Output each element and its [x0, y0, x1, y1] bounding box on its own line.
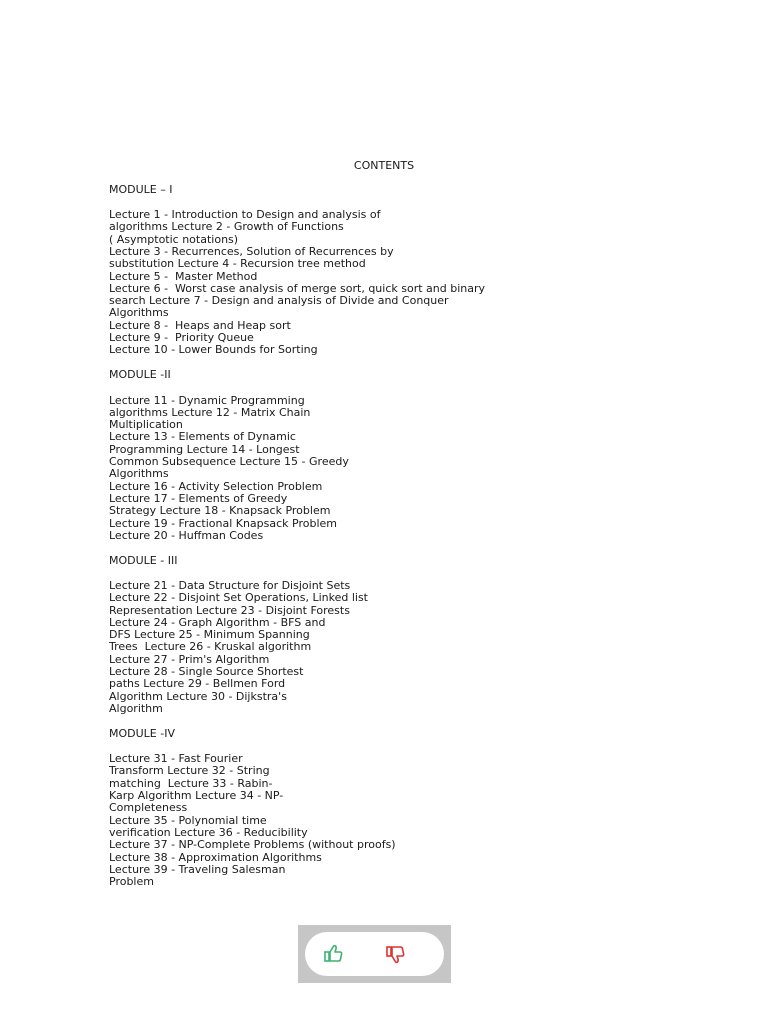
- lecture-line: Lecture 31 - Fast Fourier: [109, 752, 243, 766]
- lecture-line: verification Lecture 36 - Reducibility: [109, 825, 308, 839]
- module-4: [109, 728, 669, 888]
- lecture-line: Lecture 1 - Introduction to Design and analysis of: [109, 208, 381, 222]
- thumbs-down-button[interactable]: [385, 944, 407, 964]
- lecture-line: Lecture 35 - Polynomial time: [109, 813, 267, 827]
- lecture-line: Lecture 11 - Dynamic Programming: [109, 393, 305, 407]
- lecture-line: Karp Algorithm Lecture 34 - NP-: [109, 789, 284, 803]
- lecture-line: Trees Lecture 26 - Kruskal algorithm: [109, 640, 312, 654]
- lecture-line: Multiplication: [109, 418, 183, 432]
- lecture-line: Lecture 13 - Elements of Dynamic: [109, 430, 296, 444]
- lecture-line: Strategy Lecture 18 - Knapsack Problem: [109, 504, 331, 518]
- lecture-line: Transform Lecture 32 - String: [109, 764, 270, 778]
- lecture-line: algorithms Lecture 12 - Matrix Chain: [109, 405, 311, 419]
- lecture-line: ( Asymptotic notations): [109, 232, 239, 246]
- thumbs-down-icon: [385, 944, 407, 964]
- lecture-line: algorithms Lecture 2 - Growth of Functions: [109, 220, 344, 234]
- module-1: [109, 184, 669, 357]
- module-heading: MODULE -IV: [109, 727, 175, 741]
- lecture-line: Lecture 16 - Activity Selection Problem: [109, 479, 323, 493]
- thumbs-up-button[interactable]: [323, 944, 345, 964]
- lecture-line: matching Lecture 33 - Rabin-: [109, 776, 273, 790]
- lecture-line: Lecture 9 - Priority Queue: [109, 331, 254, 345]
- lecture-line: Algorithm Lecture 30 - Dijkstra's: [109, 689, 287, 703]
- lecture-line: search Lecture 7 - Design and analysis of Divide and Conquer: [109, 294, 449, 308]
- contents-body: [109, 184, 669, 901]
- lecture-line: paths Lecture 29 - Bellmen Ford: [109, 677, 286, 691]
- lecture-line: Programming Lecture 14 - Longest: [109, 442, 300, 456]
- lecture-line: Lecture 5 - Master Method: [109, 269, 258, 283]
- lecture-line: Lecture 27 - Prim's Algorithm: [109, 652, 270, 666]
- lecture-line: Lecture 19 - Fractional Knapsack Problem: [109, 516, 338, 530]
- lecture-line: Lecture 10 - Lower Bounds for Sorting: [109, 343, 318, 357]
- lecture-line: Completeness: [109, 801, 188, 815]
- lecture-line: Problem: [109, 875, 154, 889]
- lecture-line: Lecture 3 - Recurrences, Solution of Recurrences by: [109, 244, 394, 258]
- lecture-line: Algorithms: [109, 306, 169, 320]
- lecture-line: Lecture 39 - Traveling Salesman: [109, 862, 286, 876]
- module-heading: MODULE - III: [109, 553, 178, 567]
- lecture-line: DFS Lecture 25 - Minimum Spanning: [109, 628, 310, 642]
- lecture-line: substitution Lecture 4 - Recursion tree method: [109, 257, 366, 271]
- module-heading: MODULE – I: [109, 183, 173, 196]
- thumbs-up-icon: [323, 944, 345, 964]
- lecture-line: Lecture 17 - Elements of Greedy: [109, 491, 288, 505]
- lecture-line: Algorithm: [109, 701, 163, 715]
- lecture-line: Algorithms: [109, 467, 169, 481]
- lecture-line: Lecture 21 - Data Structure for Disjoint Sets: [109, 579, 351, 592]
- lecture-line: Lecture 8 - Heaps and Heap sort: [109, 318, 291, 332]
- lecture-line: Lecture 38 - Approximation Algorithms: [109, 850, 322, 864]
- lecture-line: Lecture 6 - Worst case analysis of merge sort, quick sort and binary: [109, 281, 486, 295]
- lecture-line: Lecture 24 - Graph Algorithm - BFS and: [109, 615, 326, 629]
- lecture-line: Lecture 20 - Huffman Codes: [109, 528, 264, 542]
- module-3: [109, 555, 669, 715]
- contents-title: CONTENTS: [353, 159, 415, 172]
- lecture-line: Lecture 28 - Single Source Shortest: [109, 665, 304, 679]
- module-heading: MODULE -II: [109, 368, 171, 382]
- feedback-bar: [298, 925, 451, 983]
- module-2: [109, 369, 669, 542]
- lecture-line: Lecture 37 - NP-Complete Problems (without proofs): [109, 838, 396, 852]
- feedback-pill: [305, 932, 444, 976]
- lecture-line: Representation Lecture 23 - Disjoint Forests: [109, 603, 350, 617]
- lecture-line: Common Subsequence Lecture 15 - Greedy: [109, 455, 349, 469]
- lecture-line: Lecture 22 - Disjoint Set Operations, Linked list: [109, 591, 368, 605]
